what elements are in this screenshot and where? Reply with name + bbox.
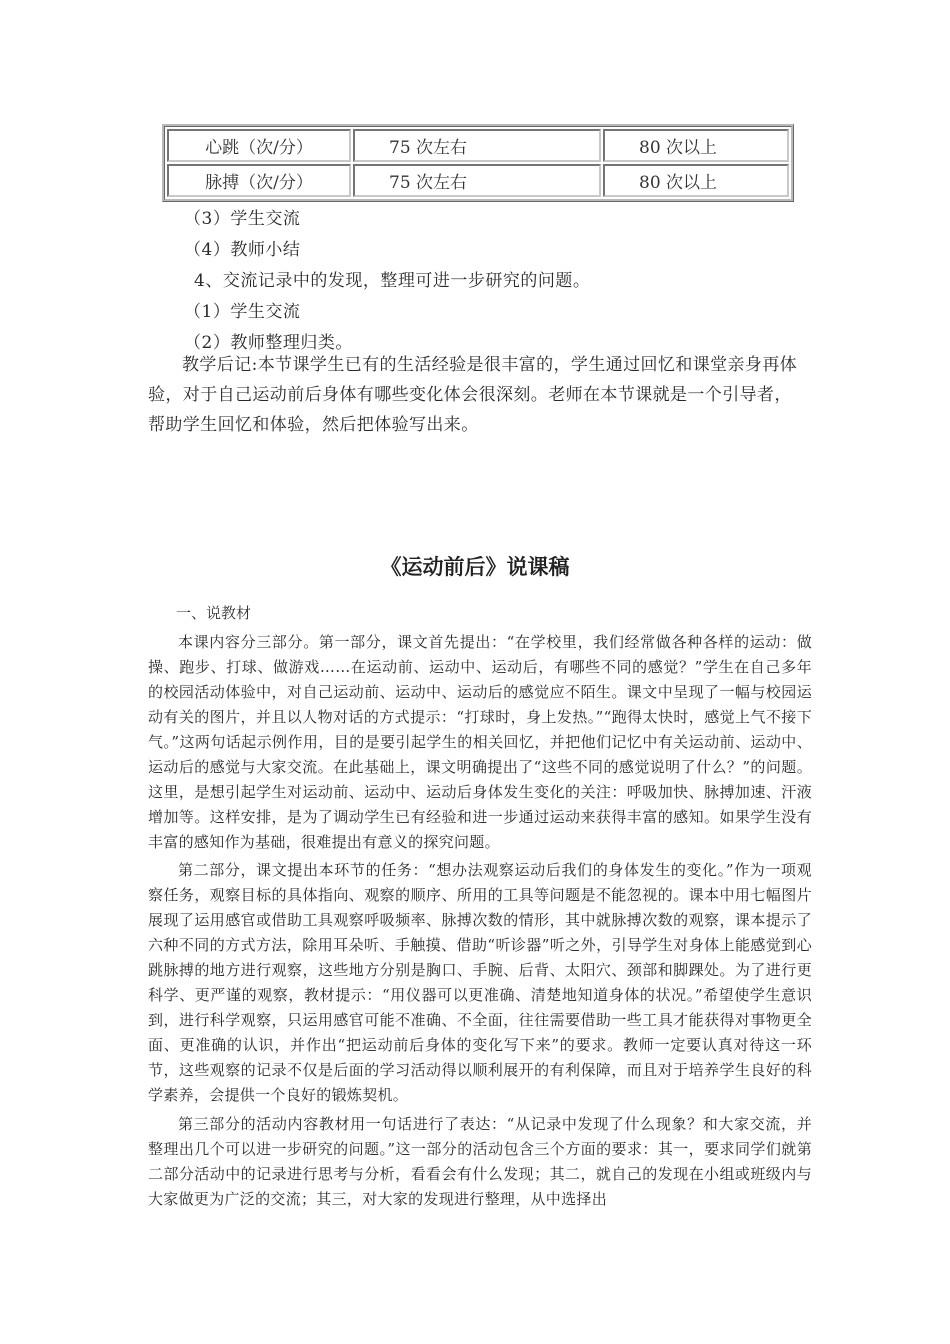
paragraph: 第三部分的活动内容教材用一句话进行了表达：“从记录中发现了什么现象？和大家交流，并整理出几个可以进一步研究的问题。”这一部分的活动包含三个方面的要求：其一，要求同学们就第二部分活动中的记录进行思考与分析，看看会有什么发现；其二，就自己的发现在小组或班级内与大家做更为广泛的交流；其三，对大家的发现进行整理，从中选择出 [148,1115,812,1208]
table-row [167,129,789,162]
table-cell-item: 脉搏（次/分） [167,164,351,197]
step-line: （1）学生交流 [184,302,301,322]
table-cell-before: 75 次左右 [353,129,601,162]
body-data-table [162,124,794,202]
step-line: （4）教师小结 [184,240,301,260]
lecture-title: 《运动前后》说课稿 [380,555,570,579]
step-line: 4、交流记录中的发现，整理可进一步研究的问题。 [194,271,591,291]
table-cell-item: 心跳（次/分） [167,129,351,162]
table-cell-after: 80 次以上 [603,129,789,162]
section-heading: 一、说教材 [176,604,252,622]
paragraph: 第二部分，课文提出本环节的任务：“想办法观察运动后我们的身体发生的变化。”作为一项观察任务，观察目标的具体指向、观察的顺序、所用的工具等问题是不能忽视的。课本中用七幅图片展现了运用感官或借助工具观察呼吸频率、脉搏次数的情形，其中就脉搏次数的观察，课本提示了六种不同的方式方法，除用耳朵听、手触摸、借助“听诊器”听之外，引导学生对身体上能感觉到心跳脉搏的地方进行观察，这些地方分别是胸口、手腕、后背、太阳穴、颈部和脚踝处。为了进行更科学、更严谨的观察，教材提示：“用仪器可以更准确、清楚地知道身体的状况。”希望使学生意识到，进行科学观察，只运用感官可能不准确、不全面，往往需要借助一些工具才能获得对事物更全面、更准确的认识，并作出“把运动前后身体的变化写下来”的要求。教师一定要认真对待这一环节，这些观察的记录不仅是后面的学习活动得以顺利展开的有利保障，而且对于培养学生良好的科学素养，会提供一个良好的锻炼契机。 [148,861,812,1104]
table-cell-before: 75 次左右 [353,164,601,197]
step-line: （3）学生交流 [184,209,301,229]
paragraph: 本课内容分三部分。第一部分，课文首先提出：“在学校里，我们经常做各种各样的运动：做操、跑步、打球、做游戏……在运动前、运动中、运动后，有哪些不同的感觉？”学生在自己多年的校园活动体验中，对自己运动前、运动中、运动后的感觉应不陌生。课文中呈现了一幅与校园运动有关的图片，并且以人物对话的方式提示：“打球时，身上发热。”“跑得太快时，感觉上气不接下气。”这两句话起示例作用，目的是要引起学生的相关回忆，并把他们记忆中有关运动前、运动中、运动后的感觉与大家交流。在此基础上，课文明确提出了“这些不同的感觉说明了什么？”的问题。这里，是想引起学生对运动前、运动中、运动后身体发生变化的关注：呼吸加快、脉搏加速、汗液增加等。这样安排，是为了调动学生已有经验和进一步通过运动来获得丰富的感知。如果学生没有丰富的感知作为基础，很难提出有意义的探究问题。 [148,633,812,851]
table-cell-after: 80 次以上 [603,164,789,197]
teaching-postscript: 教学后记:本节课学生已有的生活经验是很丰富的，学生通过回忆和课堂亲身再体验，对于自己运动前后身体有哪些变化体会很深刻。老师在本节课就是一个引导者，帮助学生回忆和体验，然后把体验写出来。 [148,355,798,435]
table-row [167,164,789,197]
step-line: （2）教师整理归类。 [184,333,353,353]
